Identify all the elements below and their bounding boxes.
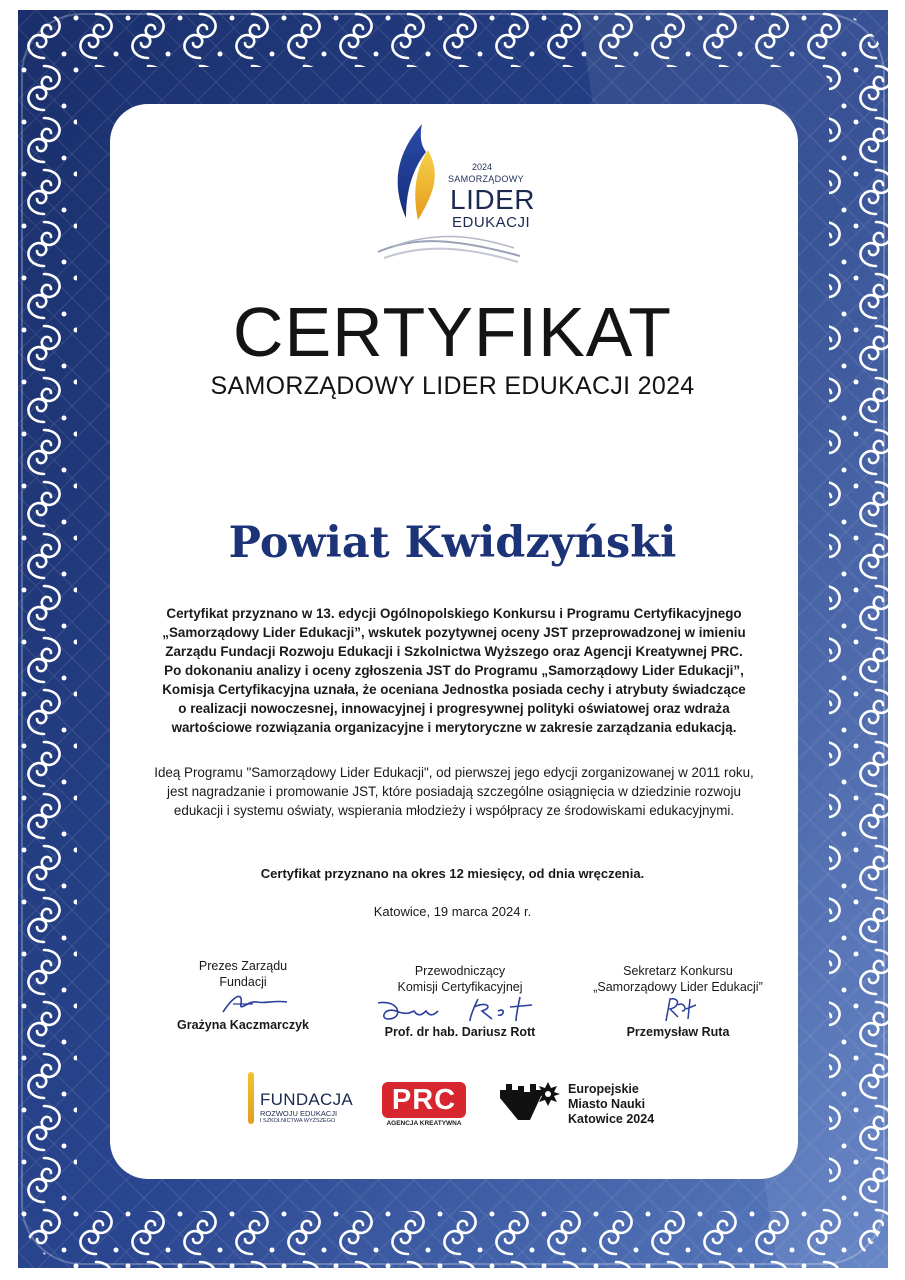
signature-role: Prezes Zarządu [198,959,288,973]
lider-edukacji-logo [360,122,540,272]
program-description [130,763,778,820]
prc-logo-text: PRC [382,1082,466,1118]
handwritten-signature [370,995,550,1023]
signature-role: Sekretarz Konkursu [623,964,733,978]
logo-word-edukacji: EDUKACJI [452,214,531,231]
logo-word-lider: LIDER [450,184,535,215]
emn-text [568,1082,654,1127]
signature-block-secretary [578,963,778,1039]
certificate-statement [130,604,778,737]
handwritten-signature [183,990,303,1016]
place-and-date: Katowice, 19 marca 2024 r. [373,904,532,919]
statement-line: Po dokonaniu analizy i oceny zgłoszenia JST do Programu „Samorządowy Lider Edukacji”, [164,663,744,678]
signatory-name: Prof. dr hab. Dariusz Rott [384,1025,536,1039]
fundacja-logo [248,1072,358,1132]
signature-role: „Samorządowy Lider Edukacji” [593,980,763,994]
description-line: edukacji i systemu oświaty, wspierania młodzieży i współpracy ze środowiskami edukacyjnymi. [173,803,735,818]
fundacja-subline: I SZKOLNICTWA WYŻSZEGO [260,1118,336,1124]
signature-block-president [168,958,318,1032]
fundacja-name: FUNDACJA [260,1090,354,1109]
certificate-title: CERTYFIKAT [232,293,673,371]
fundacja-subline: ROZWOJU EDUKACJI [260,1109,338,1118]
statement-line: wartościowe rozwiązania organizacyjne i merytoryczne w zakresie zarządzania edukacją. [171,720,737,735]
statement-line: Komisja Certyfikacyjna uznała, że oceniana Jednostka posiada cechy i atrybuty świadczące [162,682,746,697]
recipient-name: Powiat Kwidzyński [228,518,677,568]
europejskie-miasto-nauki-logo [498,1078,698,1138]
handwritten-signature [648,995,708,1023]
prc-logo [382,1082,466,1132]
statement-line: „Samorządowy Lider Edukacji”, wskutek pozytywnej oceny JST przeprowadzonej w imieniu [162,625,746,640]
signature-role: Komisji Certyfikacyjnej [397,980,523,994]
statement-line: o realizacji nowoczesnej, innowacyjnej i progresywnej polityki oświatowej oraz wdraża [178,701,730,716]
logo-year: 2024 [472,162,493,172]
signature-block-chairman [370,963,550,1039]
fundacja-flame-bar [248,1072,254,1124]
signature-role: Fundacji [219,975,267,989]
flame-book-logo [388,122,448,232]
logo-word-samorzadowy: SAMORZĄDOWY [448,174,524,184]
validity-statement: Certyfikat przyznano na okres 12 miesięcy, od dnia wręczenia. [260,866,645,881]
description-line: jest nagradzanie i promowanie JST, które posiadają szczególne osiągnięcia w dziedzinie rozwoju [167,784,741,799]
certificate-subtitle: SAMORZĄDOWY LIDER EDUKACJI 2024 [210,372,695,400]
statement-line: Zarządu Fundacji Rozwoju Edukacji i Szkolnictwa Wyższego oraz Agencji Kreatywnej PRC. [165,644,743,659]
signatory-name: Przemysław Ruta [626,1025,730,1039]
prc-subtitle: AGENCJA KREATYWNA [386,1120,462,1127]
emn-line: Katowice 2024 [568,1112,655,1126]
emn-line: Europejskie [568,1082,639,1096]
emn-line: Miasto Nauki [568,1097,646,1111]
description-line: Ideą Programu "Samorządowy Lider Edukacji", od pierwszej jego edycji zorganizowanej w 2011 roku, [154,765,754,780]
heart-city-icon [498,1080,562,1126]
signatory-name: Grażyna Kaczmarczyk [176,1018,310,1032]
book-icon [374,226,524,266]
signature-role: Przewodniczący [414,964,506,978]
statement-line: Certyfikat przyznano w 13. edycji Ogólnopolskiego Konkursu i Programu Certyfikacyjnego [166,606,742,621]
